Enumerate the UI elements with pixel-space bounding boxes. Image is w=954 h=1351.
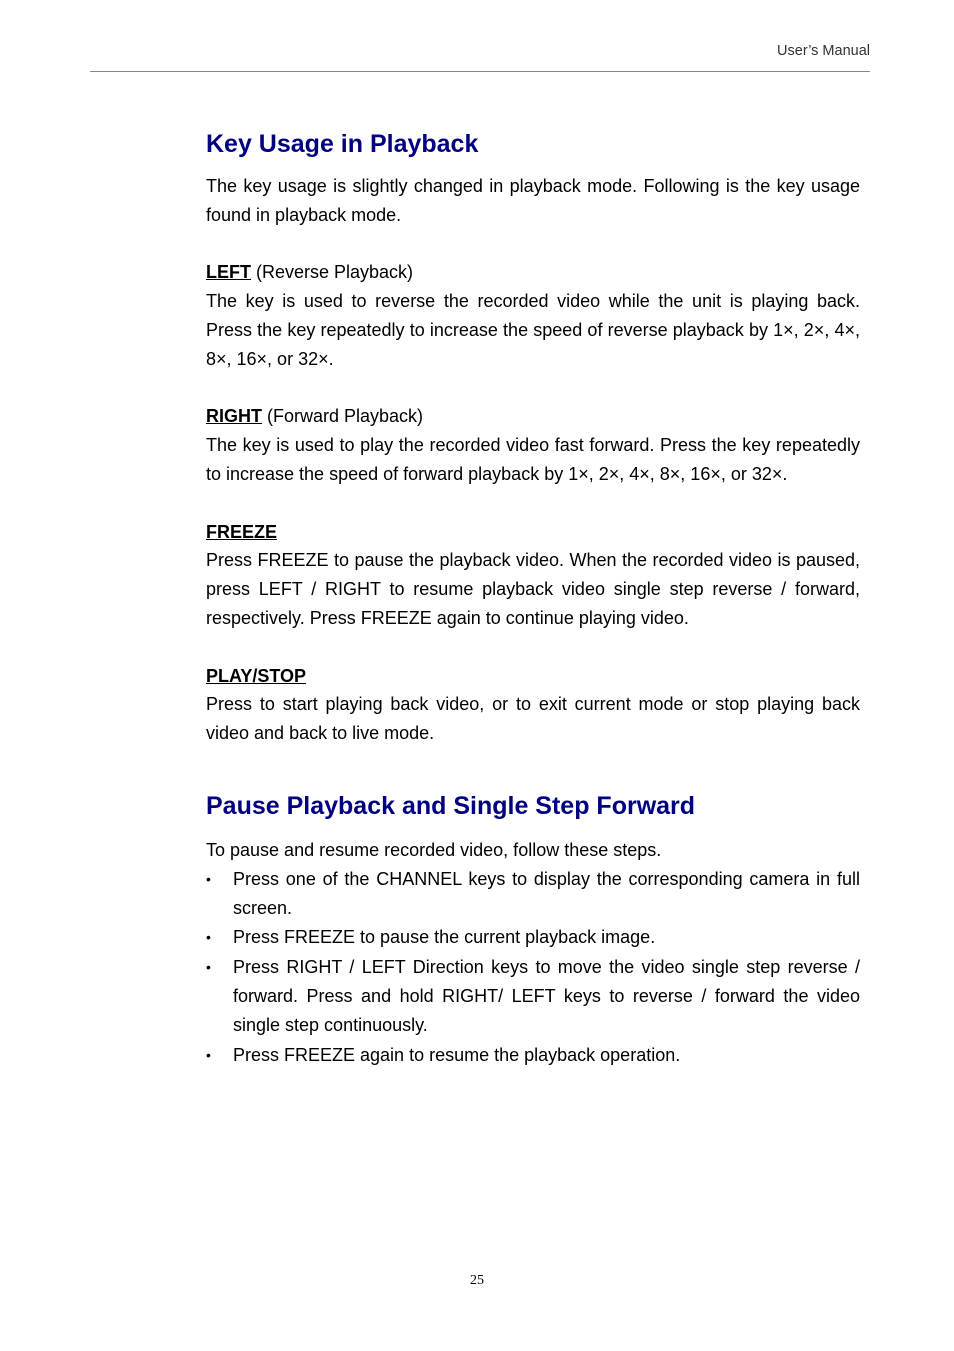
key-name: FREEZE [206, 521, 278, 542]
list-item [206, 923, 860, 952]
list-item [206, 865, 860, 923]
key-description: The key is used to play the recorded video fast forward. Press the key repeatedly to increase the speed of forward playback by 1×, 2×, 4×, 8×, 16×, or 32×. [206, 435, 860, 484]
header-divider [90, 71, 870, 72]
steps-list [206, 865, 860, 1070]
list-item [206, 953, 860, 1039]
section-intro: The key usage is slightly changed in playback mode. Following is the key usage found in playback mode. [206, 176, 860, 225]
key-block-left [206, 258, 860, 373]
key-heading [206, 402, 860, 431]
section-pause-playback [206, 788, 860, 1069]
bullet-icon: • [206, 1046, 211, 1063]
key-block-right [206, 402, 860, 488]
page-number: 25 [470, 1273, 484, 1288]
steps-intro: To pause and resume recorded video, follow these steps. [206, 839, 662, 860]
bullet-icon: • [206, 870, 211, 887]
section-title-pause-playback: Pause Playback and Single Step Forward [206, 791, 696, 820]
step-text: Press FREEZE to pause the current playback image. [233, 927, 656, 948]
key-name: RIGHT [206, 406, 262, 427]
key-description: Press FREEZE to pause the playback video. When the recorded video is paused, press LEFT / RIGHT to resume playback video single step reverse / forward, respectively. Press FREEZE again to continue playing video. [206, 550, 860, 628]
key-heading [206, 662, 860, 691]
key-description: The key is used to reverse the recorded video while the unit is playing back. Press the key repeatedly to increase the speed of reverse playback by 1×, 2×, 4×, 8×, 16×, or 32×. [206, 291, 860, 369]
list-item [206, 1041, 860, 1070]
step-text: Press FREEZE again to resume the playback operation. [233, 1044, 681, 1065]
page-content [206, 126, 860, 1069]
section-title-key-usage: Key Usage in Playback [206, 130, 479, 158]
key-name: PLAY/STOP [206, 665, 307, 686]
key-block-freeze [206, 518, 860, 633]
step-text: Press RIGHT / LEFT Direction keys to move the video single step reverse / forward. Press and hold RIGHT/ LEFT keys to reverse / forward the video single step continuously. [233, 957, 860, 1035]
key-description: Press to start playing back video, or to exit current mode or stop playing back video and back to live mode. [206, 694, 860, 744]
key-subtitle: (Forward Playback) [262, 406, 424, 427]
bullet-icon: • [206, 929, 211, 946]
key-heading [206, 518, 860, 547]
bullet-icon: • [206, 959, 211, 976]
key-block-play-stop [206, 662, 860, 748]
key-subtitle: (Reverse Playback) [251, 262, 414, 283]
section-key-usage [206, 126, 860, 748]
key-name: LEFT [206, 262, 251, 283]
step-text: Press one of the CHANNEL keys to display the corresponding camera in full screen. [233, 868, 860, 918]
running-header: User’s Manual [777, 43, 870, 59]
key-heading [206, 258, 860, 287]
